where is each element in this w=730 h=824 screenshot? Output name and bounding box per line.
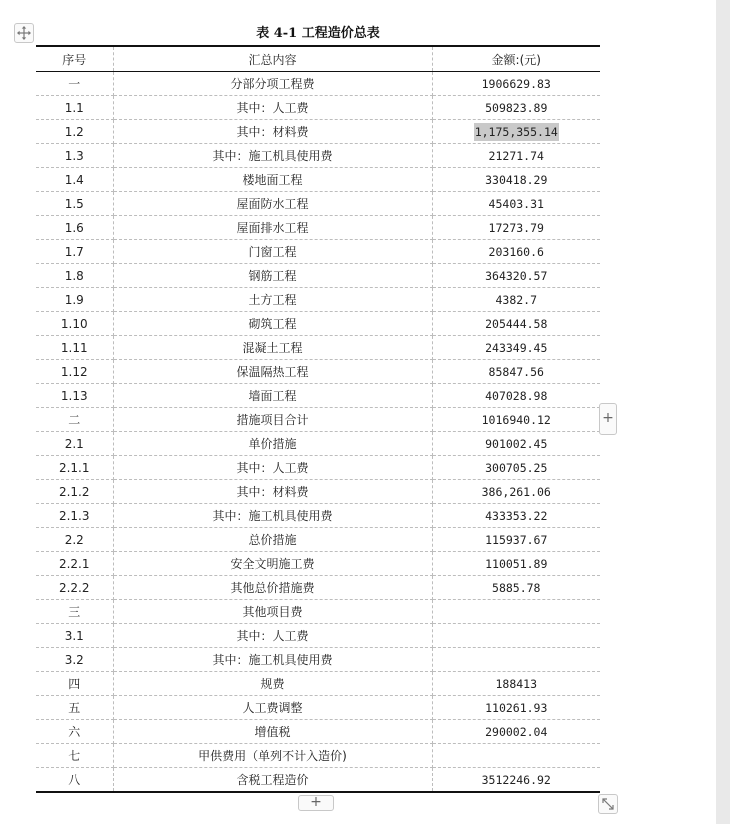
row-serial: 四 (36, 672, 113, 696)
table-row (36, 504, 600, 528)
row-serial: 五 (36, 696, 113, 720)
row-amount (432, 120, 600, 144)
table-row (36, 312, 600, 336)
table-row (36, 432, 600, 456)
row-content: 人工费调整 (113, 696, 432, 720)
row-amount: 205444.58 (432, 312, 600, 336)
table-row (36, 408, 600, 432)
table-row (36, 480, 600, 504)
row-content: 其中：施工机具使用费 (113, 144, 432, 168)
table-row (36, 720, 600, 744)
row-content: 分部分项工程费 (113, 72, 432, 96)
row-amount: 17273.79 (432, 216, 600, 240)
row-amount (432, 648, 600, 672)
row-content: 土方工程 (113, 288, 432, 312)
row-amount: 290002.04 (432, 720, 600, 744)
header-content: 汇总内容 (113, 46, 432, 72)
row-content: 其中：施工机具使用费 (113, 504, 432, 528)
row-amount: 110261.93 (432, 696, 600, 720)
row-serial: 1.12 (36, 360, 113, 384)
row-content: 其中：材料费 (113, 120, 432, 144)
table-row (36, 240, 600, 264)
row-amount (432, 600, 600, 624)
row-amount: 386,261.06 (432, 480, 600, 504)
table-row (36, 384, 600, 408)
row-content: 楼地面工程 (113, 168, 432, 192)
table-row (36, 648, 600, 672)
row-content: 钢筋工程 (113, 264, 432, 288)
table-row (36, 624, 600, 648)
add-column-button[interactable]: + (599, 403, 617, 435)
add-row-button[interactable]: + (298, 795, 334, 811)
table-row (36, 192, 600, 216)
row-content: 屋面排水工程 (113, 216, 432, 240)
row-content: 安全文明施工费 (113, 552, 432, 576)
table-row (36, 552, 600, 576)
table-row (36, 456, 600, 480)
table-row (36, 528, 600, 552)
cost-summary-table (36, 45, 600, 793)
table-move-handle[interactable] (14, 23, 34, 43)
table-row (36, 336, 600, 360)
row-content: 含税工程造价 (113, 768, 432, 793)
row-amount: 364320.57 (432, 264, 600, 288)
table-row (36, 768, 600, 793)
row-amount: 85847.56 (432, 360, 600, 384)
table-row (36, 288, 600, 312)
row-content: 其他项目费 (113, 600, 432, 624)
table-row (36, 576, 600, 600)
table-caption: 表 4-1 工程造价总表 (256, 26, 380, 41)
row-serial: 1.2 (36, 120, 113, 144)
row-serial: 1.1 (36, 96, 113, 120)
row-serial: 1.10 (36, 312, 113, 336)
table-resize-handle[interactable] (598, 794, 618, 814)
row-serial: 二 (36, 408, 113, 432)
row-serial: 七 (36, 744, 113, 768)
row-serial: 3.1 (36, 624, 113, 648)
row-amount: 243349.45 (432, 336, 600, 360)
table-header-row (36, 46, 600, 72)
row-content: 屋面防水工程 (113, 192, 432, 216)
header-amount: 金额:(元) (432, 46, 600, 72)
row-serial: 三 (36, 600, 113, 624)
row-amount: 21271.74 (432, 144, 600, 168)
row-amount: 5885.78 (432, 576, 600, 600)
row-amount (432, 744, 600, 768)
row-serial: 一 (36, 72, 113, 96)
row-amount: 110051.89 (432, 552, 600, 576)
row-amount: 1016940.12 (432, 408, 600, 432)
row-amount: 509823.89 (432, 96, 600, 120)
row-serial: 2.2 (36, 528, 113, 552)
table-row (36, 144, 600, 168)
row-content: 砌筑工程 (113, 312, 432, 336)
table-row (36, 72, 600, 96)
row-serial: 3.2 (36, 648, 113, 672)
row-content: 规费 (113, 672, 432, 696)
row-content: 其中：施工机具使用费 (113, 648, 432, 672)
row-serial: 1.4 (36, 168, 113, 192)
row-amount: 1906629.83 (432, 72, 600, 96)
header-serial: 序号 (36, 46, 113, 72)
row-serial: 1.6 (36, 216, 113, 240)
table-row (36, 168, 600, 192)
row-serial: 1.9 (36, 288, 113, 312)
row-serial: 2.2.1 (36, 552, 113, 576)
table-row (36, 216, 600, 240)
row-serial: 1.7 (36, 240, 113, 264)
row-amount: 433353.22 (432, 504, 600, 528)
row-content: 保温隔热工程 (113, 360, 432, 384)
row-content: 其他总价措施费 (113, 576, 432, 600)
table-row (36, 672, 600, 696)
row-serial: 八 (36, 768, 113, 793)
resize-icon (601, 797, 615, 811)
row-content: 门窗工程 (113, 240, 432, 264)
row-amount: 407028.98 (432, 384, 600, 408)
table-row (36, 120, 600, 144)
row-amount: 115937.67 (432, 528, 600, 552)
row-serial: 1.3 (36, 144, 113, 168)
row-content: 总价措施 (113, 528, 432, 552)
row-amount: 300705.25 (432, 456, 600, 480)
row-serial: 1.8 (36, 264, 113, 288)
row-serial: 1.13 (36, 384, 113, 408)
row-amount: 188413 (432, 672, 600, 696)
table-row (36, 600, 600, 624)
table-row (36, 264, 600, 288)
table-row (36, 696, 600, 720)
row-amount: 901002.45 (432, 432, 600, 456)
table-row (36, 96, 600, 120)
row-serial: 1.11 (36, 336, 113, 360)
selected-text[interactable]: 1,175,355.14 (474, 124, 558, 139)
row-content: 其中：人工费 (113, 456, 432, 480)
table-row (36, 360, 600, 384)
row-amount: 330418.29 (432, 168, 600, 192)
row-content: 其中：人工费 (113, 96, 432, 120)
row-content: 墙面工程 (113, 384, 432, 408)
vertical-scrollbar[interactable] (716, 0, 730, 824)
row-content: 其中：材料费 (113, 480, 432, 504)
row-content: 措施项目合计 (113, 408, 432, 432)
row-serial: 1.5 (36, 192, 113, 216)
move-icon (17, 26, 31, 40)
table-row (36, 744, 600, 768)
row-amount: 3512246.92 (432, 768, 600, 793)
row-content: 增值税 (113, 720, 432, 744)
row-content: 甲供费用（单列不计入造价) (113, 744, 432, 768)
row-amount: 4382.7 (432, 288, 600, 312)
row-amount: 203160.6 (432, 240, 600, 264)
row-serial: 2.1.3 (36, 504, 113, 528)
row-serial: 六 (36, 720, 113, 744)
row-serial: 2.1.2 (36, 480, 113, 504)
row-serial: 2.1 (36, 432, 113, 456)
row-content: 混凝土工程 (113, 336, 432, 360)
row-amount (432, 624, 600, 648)
row-content: 单价措施 (113, 432, 432, 456)
row-content: 其中：人工费 (113, 624, 432, 648)
row-serial: 2.1.1 (36, 456, 113, 480)
row-serial: 2.2.2 (36, 576, 113, 600)
row-amount: 45403.31 (432, 192, 600, 216)
